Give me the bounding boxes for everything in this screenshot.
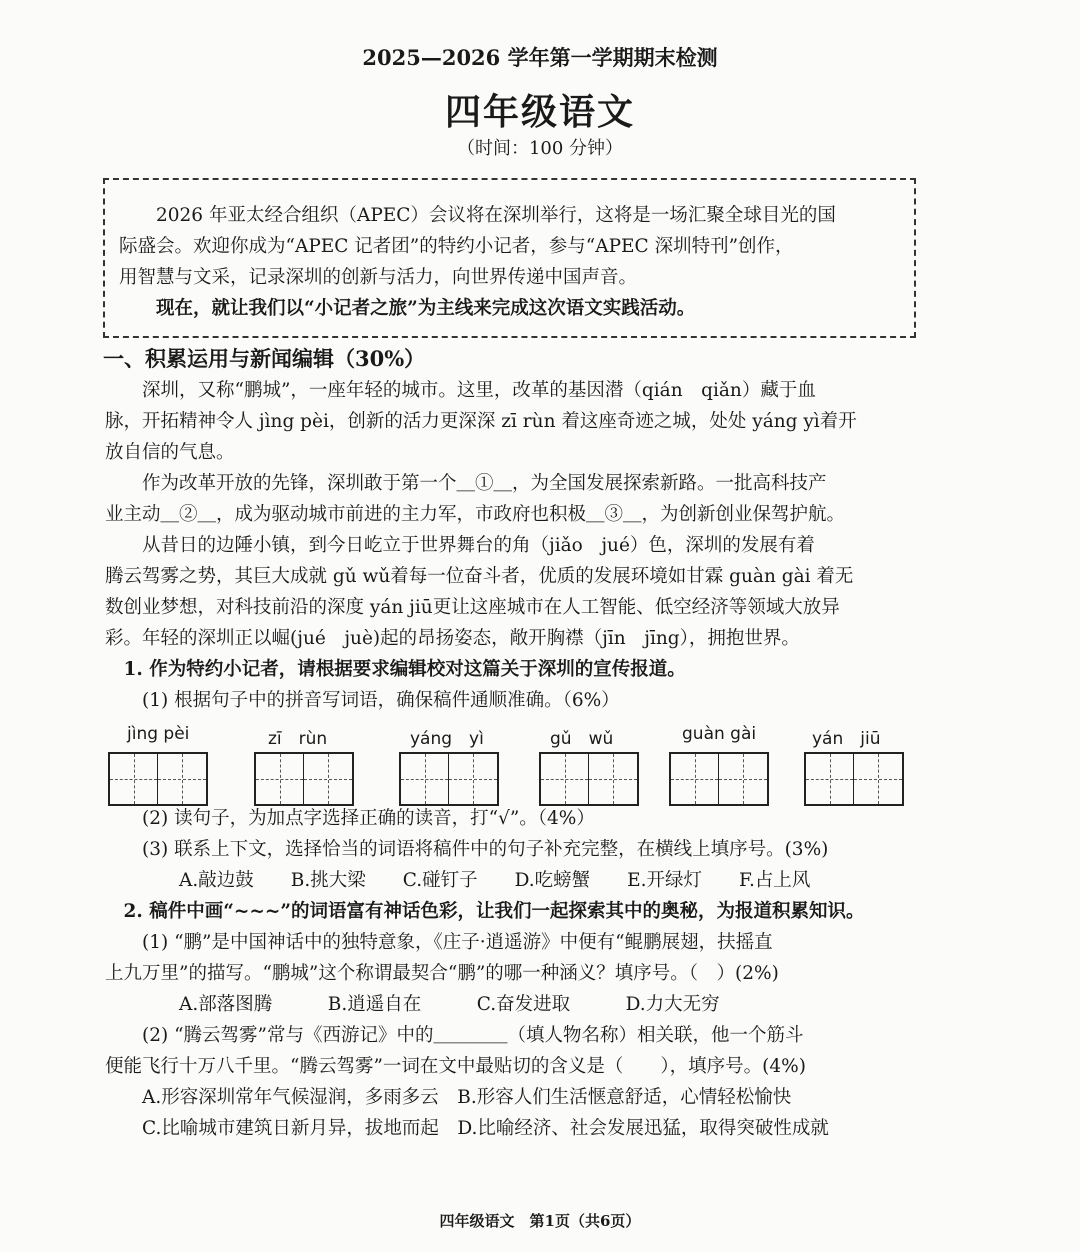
page-footer: 四年级语文 第1页（共6页） [439, 1212, 641, 1230]
passage-line: 脉，开拓精神令人 jìng pèi，创新的活力更深深 zī rùn 着这座奇迹之城，处处 yáng yì着开 [105, 411, 857, 432]
question-2-2: (2) “腾云驾雾”常与《西游记》中的＿＿＿＿（填人物名称）相关联，他一个筋斗 [105, 1025, 804, 1046]
passage-line: 深圳，又称“鹏城”，一座年轻的城市。这里，改革的基因潜（qián qiǎn）藏于血 [105, 380, 816, 401]
question-1-1: (1) 根据句子中的拼音写词语，确保稿件通顺准确。（6%） [105, 690, 620, 711]
intro-line: 际盛会。欢迎你成为“APEC 记者团”的特约小记者，参与“APEC 深圳特刊”创作， [119, 236, 794, 257]
passage-line: 从昔日的边陲小镇，到今日屹立于世界舞台的角（jiǎo jué）色，深圳的发展有着 [105, 535, 815, 556]
intro-line: 用智慧与文采，记录深圳的创新与活力，向世界传递中国声音。 [119, 267, 638, 288]
exam-title: 2025—2026 学年第一学期期末检测 [362, 45, 718, 70]
question-2-2: 便能飞行十万八千里。“腾云驾雾”一词在文中最贴切的含义是（ ），填序号。(4%) [105, 1056, 806, 1077]
subject-title: 四年级语文 [444, 91, 635, 133]
passage-line: 业主动＿②＿，成为驱动城市前进的主力军，市政府也积极＿③＿，为创新创业保驾护航。 [105, 504, 846, 525]
passage-line: 腾云驾雾之势，其巨大成就 gǔ wǔ着每一位奋斗者，优质的发展环境如甘霖 guàn gài 着无 [105, 566, 854, 587]
questions-continued [105, 803, 925, 1144]
question-2-2-options: C.比喻城市建筑日新月异，拔地而起 D.比喻经济、社会发展迅猛，取得突破性成就 [105, 1118, 829, 1139]
passage-line: 放自信的气息。 [105, 442, 235, 463]
question-1-3-options: A.敲边鼓 B.挑大梁 C.碰钉子 D.吃螃蟹 E.开绿灯 F.占上风 [105, 870, 811, 891]
writing-grid[interactable] [539, 752, 639, 806]
pinyin-label: zī rùn [268, 729, 328, 749]
writing-grid[interactable] [254, 752, 354, 806]
question-2-1-options: A.部落图腾 B.逍遥自在 C.奋发进取 D.力大无穷 [105, 994, 720, 1015]
question-2-1: 上九万里”的描写。“鹏城”这个称谓最契合“鹏”的哪一种涵义？填序号。（ ）(2%) [105, 963, 779, 984]
exam-time: （时间：100 分钟） [456, 138, 624, 159]
question-2-stem: 2. 稿件中画“~~~”的词语富有神话色彩，让我们一起探索其中的奥秘，为报道积累知识。 [105, 901, 865, 922]
intro-bold-line: 现在，就让我们以“小记者之旅”为主线来完成这次语文实践活动。 [119, 298, 696, 319]
question-1-stem: 1. 作为特约小记者，请根据要求编辑校对这篇关于深圳的宣传报道。 [105, 659, 686, 680]
question-2-1: (1) “鹏”是中国神话中的独特意象，《庄子·逍遥游》中便有“鲲鹏展翅，扶摇直 [105, 932, 773, 953]
pinyin-label: gǔ wǔ [550, 729, 614, 749]
section-heading: 一、积累运用与新闻编辑（30%） [103, 346, 426, 371]
pinyin-label: guàn gài [682, 724, 757, 744]
question-1-3: (3) 联系上下文，选择恰当的词语将稿件中的句子补充完整，在横线上填序号。(3%) [105, 839, 829, 860]
passage-line: 彩。年轻的深圳正以崛(jué juè)起的昂扬姿态，敞开胸襟（jīn jīng），拥抱世界。 [105, 628, 800, 649]
intro-line: 2026 年亚太经合组织（APEC）会议将在深圳举行，这将是一场汇聚全球目光的国 [119, 205, 836, 226]
question-1-2: (2) 读句子，为加点字选择正确的读音，打“√”。（4%） [105, 808, 595, 829]
writing-grid[interactable] [399, 752, 499, 806]
passage [105, 375, 925, 716]
pinyin-label: yán jiū [812, 729, 881, 749]
passage-line: 作为改革开放的先锋，深圳敢于第一个＿①＿，为全国发展探索新路。一批高科技产 [105, 473, 827, 494]
writing-grid[interactable] [669, 752, 769, 806]
intro-box [103, 178, 916, 338]
question-2-2-options: A.形容深圳常年气候湿润，多雨多云 B.形容人们生活惬意舒适，心情轻松愉快 [105, 1087, 792, 1108]
writing-grid[interactable] [108, 752, 208, 806]
passage-line: 数创业梦想，对科技前沿的深度 yán jiū更让这座城市在人工智能、低空经济等领域大放异 [105, 597, 840, 618]
writing-grid[interactable] [804, 752, 904, 806]
pinyin-label: jìng pèi [127, 724, 190, 744]
pinyin-label: yáng yì [410, 729, 484, 749]
